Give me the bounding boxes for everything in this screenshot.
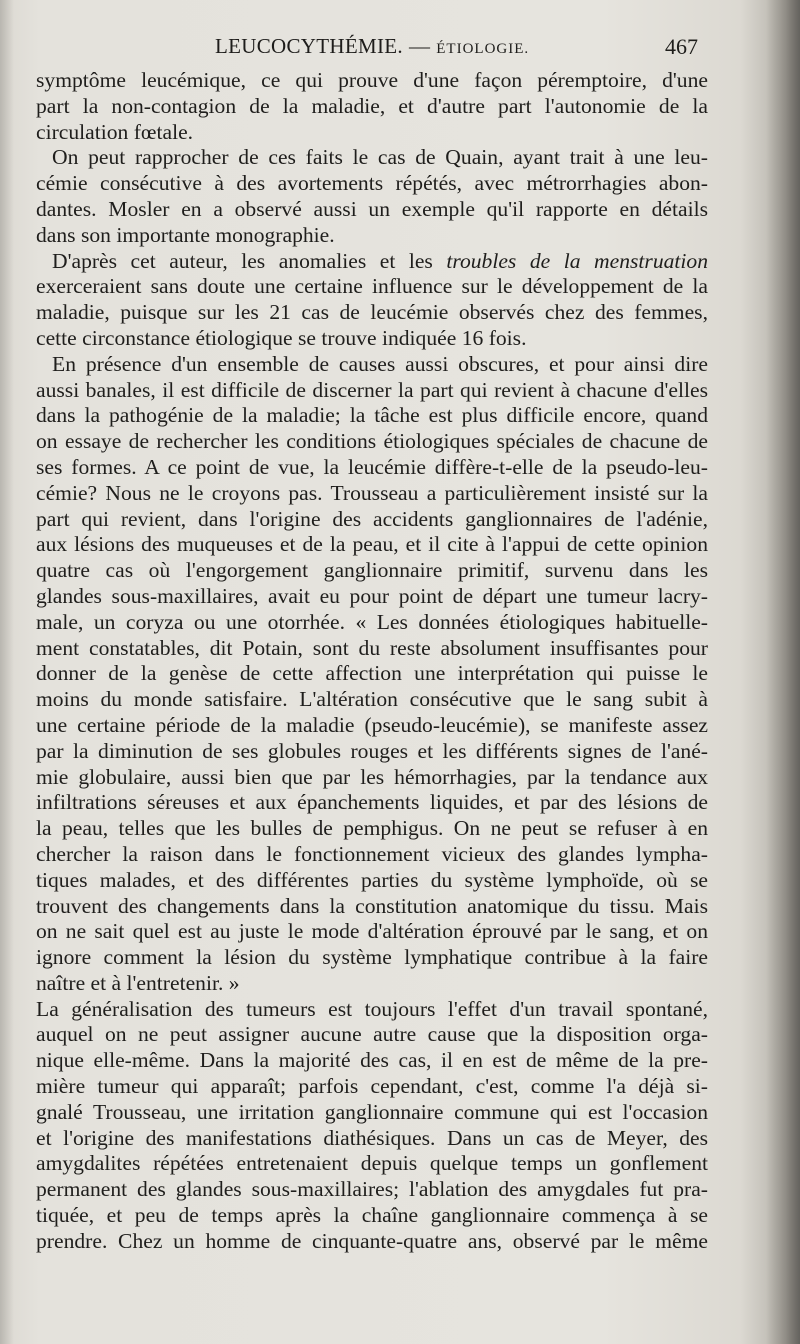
text-line: par la diminution de ses globules rouges et les différents signes de l'ané- (36, 738, 708, 763)
page-left-edge-shadow (0, 0, 14, 1344)
text-line: mie globulaire, aussi bien que par les hémorrhagies, par la tendance aux (36, 764, 708, 789)
text-line: ses formes. A ce point de vue, la leucémie diffère-t-elle de la pseudo-leu- (36, 454, 708, 479)
text-line: trouvent des changements dans la constitution anatomique du tissu. Mais (36, 893, 708, 918)
header-dash: — (408, 34, 431, 58)
header-section: ÉTIOLOGIE. (436, 41, 530, 57)
text-line: dans son importante monographie. (36, 222, 335, 247)
text-line: infiltrations séreuses et aux épanchements liquides, et par des lésions de (36, 790, 708, 815)
text-line: moins du monde satisfaire. L'altération consécutive que le sang subit à (36, 687, 708, 712)
text-line: dans la pathogénie de la maladie; la tâche est plus difficile encore, quand (36, 403, 708, 428)
text-line: part la non-contagion de la maladie, et d'autre part l'autonomie de la (36, 93, 708, 118)
text-line: auquel on ne peut assigner aucune autre cause que la disposition orga- (36, 1022, 708, 1047)
running-title (215, 34, 529, 59)
text-line: on essaye de rechercher les conditions étiologiques spéciales de chacune de (36, 429, 708, 454)
text-line: aussi banales, il est difficile de discerner la part qui revient à chacune d'elles (36, 377, 708, 402)
text-line: amygdalites répétées entretenaient depuis quelque temps un gonflement (36, 1151, 708, 1176)
text-line: cémie consécutive à des avortements répétés, avec métrorrhagies abon- (36, 171, 708, 196)
text-line: cette circonstance étiologique se trouve indiquée 16 fois. (36, 325, 527, 350)
text-line: cémie? Nous ne le croyons pas. Trousseau a particulièrement insisté sur la (36, 480, 708, 505)
text-line: tiques malades, et des différentes parties du système lymphoïde, où se (36, 867, 708, 892)
text-line: la peau, telles que les bulles de pemphigus. On ne peut se refuser à en (36, 816, 708, 841)
text-line: En présence d'un ensemble de causes aussi obscures, et pour ainsi dire (52, 351, 708, 376)
text-line: mière tumeur qui apparaît; parfois cependant, c'est, comme l'a déjà si- (36, 1074, 708, 1099)
text-line: une certaine période de la maladie (pseudo-leucémie), se manifeste assez (36, 712, 708, 737)
text-segment: D'après cet auteur, les anomalies et les (52, 248, 447, 273)
text-line: naître et à l'entretenir. » (36, 970, 240, 995)
text-line: quatre cas où l'engorgement ganglionnaire primitif, survenu dans les (36, 558, 708, 583)
text-line: symptôme leucémique, ce qui prouve d'une façon péremptoire, d'une (36, 68, 708, 92)
text-line: glandes sous-maxillaires, avait eu pour point de départ une tumeur lacry- (36, 583, 708, 608)
text-line: La généralisation des tumeurs est toujours l'effet d'un travail spontané, (36, 996, 708, 1021)
text-line: aux lésions des muqueuses et de la peau, et il cite à l'appui de cette opinion (36, 532, 708, 557)
text-line: tiquée, et peu de temps après la chaîne ganglionnaire commença à se (36, 1203, 708, 1228)
text-line: maladie, puisque sur les 21 cas de leucémie observés chez des femmes, (36, 300, 708, 325)
text-line: permanent des glandes sous-maxillaires; l'ablation des amygdales fut pra- (36, 1177, 708, 1202)
text-line: male, un coryza ou une otorrhée. « Les données étiologiques habituelle- (36, 609, 708, 634)
text-line: On peut rapprocher de ces faits le cas de Quain, ayant trait à une leu- (52, 145, 708, 170)
text-line: et l'origine des manifestations diathésiques. Dans un cas de Meyer, des (36, 1125, 708, 1150)
header-title: LEUCOCYTHÉMIE. (215, 34, 403, 58)
text-line: on ne sait quel est au juste le mode d'altération éprouvé par le sang, et on (36, 919, 708, 944)
text-line: gnalé Trousseau, une irritation ganglionnaire commune qui est l'occasion (36, 1099, 708, 1124)
text-line: ignore comment la lésion du système lymphatique contribue à la faire (36, 945, 708, 970)
running-header (0, 34, 800, 64)
text-line-italic (36, 249, 708, 275)
page-number: 467 (665, 34, 698, 59)
text-line: chercher la raison dans le fonctionnement vicieux des glandes lympha- (36, 841, 708, 866)
text-line: prendre. Chez un homme de cinquante-quatre ans, observé par le même (36, 1228, 708, 1253)
text-line: ment constatables, dit Potain, sont du reste absolument insuffisantes pour (36, 635, 708, 660)
italic-phrase: troubles de la menstruation (446, 248, 709, 273)
body-text (36, 68, 708, 1255)
text-line: circulation fœtale. (36, 119, 194, 144)
text-line: exerceraient sans doute une certaine influence sur le développement de la (36, 274, 708, 299)
book-gutter-shadow (766, 0, 800, 1344)
text-line: nique elle-même. Dans la majorité des cas, il en est de même de la pre- (36, 1048, 708, 1073)
text-line: dantes. Mosler en a observé aussi un exemple qu'il rapporte en détails (36, 196, 708, 221)
text-line: donner de la genèse de cette affection une interprétation qui puisse le (36, 661, 708, 686)
text-line: part qui revient, dans l'origine des accidents ganglionnaires de l'adénie, (36, 506, 708, 531)
